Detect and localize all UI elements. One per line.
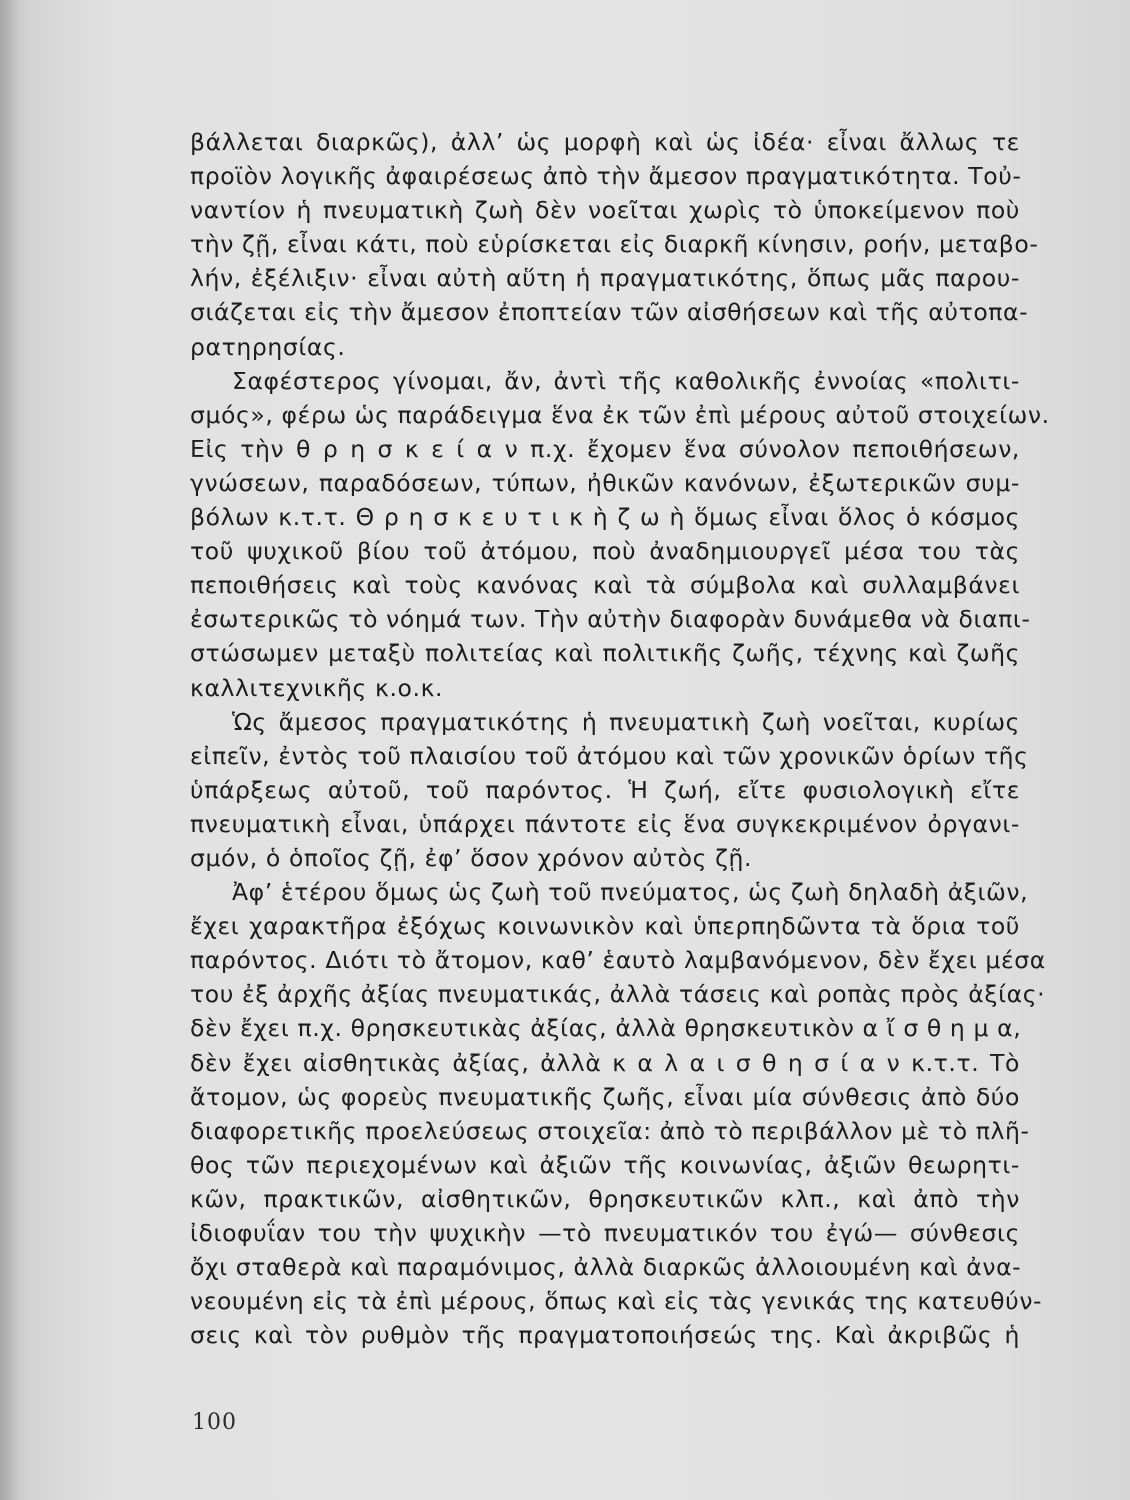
binding-gutter-shadow xyxy=(0,0,18,1500)
text-line: στώσωμεν μεταξὺ πολιτείας καὶ πολιτικῆς ζωῆς, τέχνης καὶ ζωῆς xyxy=(190,639,1020,668)
text-line: νεουμένη εἰς τὰ ἐπὶ μέρους, ὅπως καὶ εἰς τὰς γενικάς της κατευθύν- xyxy=(190,1287,1043,1316)
text-line: δὲν ἔχει αἰσθητικὰς ἀξίας, ἀλλὰ κ α λ α ι σ θ η σ ί α ν κ.τ.τ. Τὸ xyxy=(190,1048,1020,1077)
text-line: ὄχι σταθερὰ καὶ παραμόνιμος, ἀλλὰ διαρκῶς ἀλλοιουμένη καὶ ἀνα- xyxy=(190,1253,1022,1282)
text-line: Ἀφ’ ἑτέρου ὅμως ὡς ζωὴ τοῦ πνεύματος, ὡς ζωὴ δηλαδὴ ἀξιῶν, xyxy=(232,878,1029,907)
text-line: βόλων κ.τ.τ. Θ ρ η σ κ ε υ τ ι κ ὴ ζ ω ὴ ὅμως εἶναι ὅλος ὁ κόσμος xyxy=(190,503,1020,532)
text-line: του ἐξ ἀρχῆς ἀξίας πνευματικάς, ἀλλὰ τάσεις καὶ ροπὰς πρὸς ἀξίας· xyxy=(190,980,1046,1009)
text-line: ἐσωτερικῶς τὸ νόημά των. Τὴν αὐτὴν διαφορὰν δυνάμεθα νὰ διαπι- xyxy=(190,605,1031,634)
text-line: παρόντος. Διότι τὸ ἄτομον, καθ’ ἑαυτὸ λαμβανόμενον, δὲν ἔχει μέσα xyxy=(190,946,1046,975)
text-line: σεις καὶ τὸν ρυθμὸν τῆς πραγματοποιήσεώς της. Καὶ ἀκριβῶς ἡ xyxy=(190,1321,1020,1350)
text-line: ἄτομον, ὡς φορεὺς πνευματικῆς ζωῆς, εἶναι μία σύνθεσις ἀπὸ δύο xyxy=(190,1082,1020,1111)
text-line: εἰπεῖν, ἐντὸς τοῦ πλαισίου τοῦ ἀτόμου καὶ τῶν χρονικῶν ὁρίων τῆς xyxy=(190,741,1029,770)
text-line: ἔχει χαρακτῆρα ἐξόχως κοινωνικὸν καὶ ὑπερπηδῶντα τὰ ὅρια τοῦ xyxy=(190,912,1020,941)
text-line: σμόν, ὁ ὁποῖος ζῇ, ἐφ’ ὅσον χρόνον αὐτὸς ζῇ. xyxy=(190,843,753,872)
text-line: πνευματικὴ εἶναι, ὑπάρχει πάντοτε εἰς ἕνα συγκεκριμένον ὀργανι- xyxy=(190,809,1020,838)
page-number: 100 xyxy=(192,1410,237,1435)
text-line: καλλιτεχνικῆς κ.ο.κ. xyxy=(190,673,444,702)
text-line: Σαφέστερος γίνομαι, ἄν, ἀντὶ τῆς καθολικῆς ἐννοίας «πολιτι- xyxy=(232,366,1020,395)
text-line: θος τῶν περιεχομένων καὶ ἀξιῶν τῆς κοινωνίας, ἀξιῶν θεωρητι- xyxy=(190,1150,1020,1179)
text-line: γνώσεων, παραδόσεων, τύπων, ἠθικῶν κανόνων, ἐξωτερικῶν συμ- xyxy=(190,468,1020,497)
text-line: ρατηρησίας. xyxy=(190,332,346,361)
text-line: δὲν ἔχει π.χ. θρησκευτικὰς ἀξίας, ἀλλὰ θρησκευτικὸν α ἴ σ θ η μ α, xyxy=(190,1014,1022,1043)
text-line: βάλλεται διαρκῶς), ἀλλ’ ὡς μορφὴ καὶ ὡς ἰδέα· εἶναι ἄλλως τε xyxy=(190,128,1020,156)
text-line: προϊὸν λογικῆς ἀφαιρέσεως ἀπὸ τὴν ἄμεσον πραγματικότητα. Τοὐ- xyxy=(190,162,1022,191)
text-line: τοῦ ψυχικοῦ βίου τοῦ ἀτόμου, ποὺ ἀναδημιουργεῖ μέσα του τὰς xyxy=(190,537,1020,566)
body-text xyxy=(190,125,1050,1352)
text-line: τὴν ζῇ, εἶναι κάτι, ποὺ εὑρίσκεται εἰς διαρκῆ κίνησιν, ροήν, μεταβο- xyxy=(190,230,1039,259)
text-line: σιάζεται εἰς τὴν ἄμεσον ἐποπτείαν τῶν αἰσθήσεων καὶ τῆς αὐτοπα- xyxy=(190,298,1029,327)
text-line: ὑπάρξεως αὐτοῦ, τοῦ παρόντος. Ἡ ζωή, εἴτε φυσιολογικὴ εἴτε xyxy=(190,775,1020,804)
text-line: διαφορετικῆς προελεύσεως στοιχεῖα: ἀπὸ τὸ περιβάλλον μὲ τὸ πλῆ- xyxy=(190,1116,1030,1145)
text-line: πεποιθήσεις καὶ τοὺς κανόνας καὶ τὰ σύμβολα καὶ συλλαμβάνει xyxy=(190,571,1020,600)
text-line: ἰδιοφυΐαν του τὴν ψυχικὴν —τὸ πνευματικόν του ἐγώ— σύνθεσις xyxy=(190,1219,1020,1247)
text-line: λήν, ἐξέλιξιν· εἶναι αὐτὴ αὕτη ἡ πραγματικότης, ὅπως μᾶς παρου- xyxy=(190,264,1020,293)
text-line: Ὡς ἄμεσος πραγματικότης ἡ πνευματικὴ ζωὴ νοεῖται, κυρίως xyxy=(232,707,1020,736)
text-line: ναντίον ἡ πνευματικὴ ζωὴ δὲν νοεῖται χωρὶς τὸ ὑποκείμενον ποὺ xyxy=(190,196,1020,225)
text-line: Εἰς τὴν θ ρ η σ κ ε ί α ν π.χ. ἔχομεν ἕνα σύνολον πεποιθήσεων, xyxy=(190,434,1020,463)
text-line: σμός», φέρω ὡς παράδειγμα ἕνα ἐκ τῶν ἐπὶ μέρους αὐτοῦ στοιχείων. xyxy=(190,400,1050,429)
text-line: κῶν, πρακτικῶν, αἰσθητικῶν, θρησκευτικῶν κλπ., καὶ ἀπὸ τὴν xyxy=(190,1184,1020,1213)
